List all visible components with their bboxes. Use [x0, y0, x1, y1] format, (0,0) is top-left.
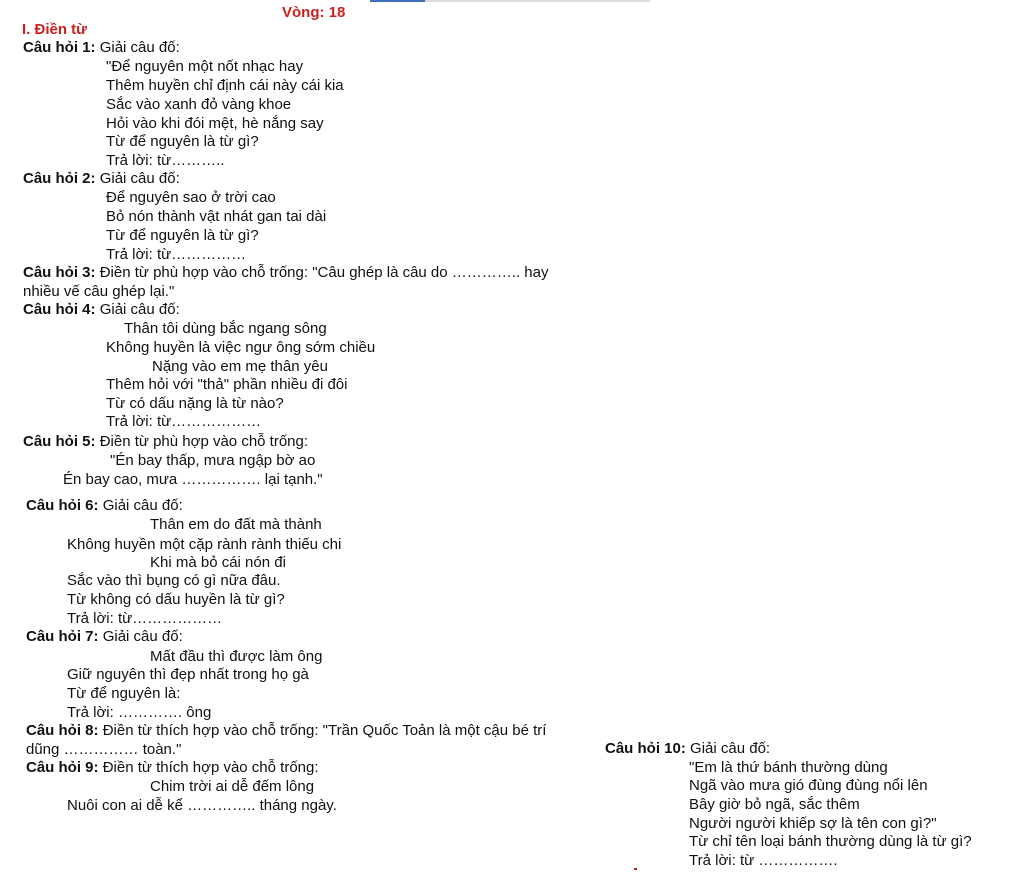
question-prompt: Giải câu đố:: [102, 497, 183, 514]
question-line: Khi mà bỏ cái nón đi: [150, 554, 286, 571]
question-6-heading: [26, 497, 183, 515]
question-8-heading: [26, 722, 546, 740]
question-line: "Em là thứ bánh thường dùng: [689, 759, 888, 776]
question-prompt: Giải câu đố:: [690, 740, 771, 757]
stray-mark: [634, 868, 637, 870]
question-5-heading: [23, 433, 308, 451]
question-label: Câu hỏi 4:: [23, 301, 96, 318]
question-label: Câu hỏi 2:: [23, 170, 96, 187]
question-prompt: Điền từ phù hợp vào chỗ trống:: [99, 433, 309, 450]
answer-line: Trả lời: từ……………: [106, 246, 247, 263]
question-prompt: Giải câu đố:: [99, 301, 180, 318]
top-bar-rule: [425, 0, 650, 2]
question-line: Không huyền một cặp rành rành thiếu chi: [67, 536, 342, 553]
answer-line: Trả lời: từ………………: [67, 610, 223, 627]
section-title: I. Điền từ: [22, 21, 88, 38]
question-prompt: Điền từ phù hợp vào chỗ trống: "Câu ghép là câu do ………….. hay: [99, 264, 549, 281]
question-line: Hỏi vào khi đói mệt, hè nắng say: [106, 115, 324, 132]
question-line: Thêm hỏi với "thả" phần nhiều đi đôi: [106, 376, 348, 393]
question-label: Câu hỏi 10:: [605, 740, 686, 757]
question-line: "Én bay thấp, mưa ngập bờ ao: [110, 452, 316, 469]
question-9-heading: [26, 759, 319, 777]
question-line: Mất đầu thì được làm ông: [150, 648, 323, 665]
question-prompt: Giải câu đố:: [102, 628, 183, 645]
question-label: Câu hỏi 3:: [23, 264, 96, 281]
question-line: Không huyền là việc ngư ông sớm chiều: [106, 339, 376, 356]
question-line: Từ chỉ tên loại bánh thường dùng là từ gì?: [689, 833, 972, 850]
question-prompt: Giải câu đố:: [99, 39, 180, 56]
question-label: Câu hỏi 1:: [23, 39, 96, 56]
answer-line: Trả lời: từ …………….: [689, 852, 838, 869]
question-line: Người người khiếp sợ là tên con gì?": [689, 815, 937, 832]
question-3-heading: [23, 264, 548, 282]
question-line: Giữ nguyên thì đẹp nhất trong họ gà: [67, 666, 309, 683]
question-line: Nuôi con ai dễ kể ………….. tháng ngày.: [67, 797, 337, 814]
question-line: "Để nguyên một nốt nhạc hay: [106, 58, 304, 75]
answer-line: Trả lời: …………. ông: [67, 704, 212, 721]
question-4-heading: [23, 301, 180, 319]
question-line: Én bay cao, mưa ……………. lại tạnh.": [63, 471, 323, 488]
question-prompt: Điền từ thích hợp vào chỗ trống:: [102, 759, 319, 776]
question-1-heading: [23, 39, 180, 57]
question-line: Chim trời ai dễ đếm lông: [150, 778, 315, 795]
question-line: Thân tôi dùng bắc ngang sông: [124, 320, 327, 337]
question-label: Câu hỏi 6:: [26, 497, 99, 514]
question-prompt: Điền từ thích hợp vào chỗ trống: "Trần Quốc Toản là một cậu bé trí: [102, 722, 547, 739]
question-line: Nặng vào em mẹ thân yêu: [152, 358, 328, 375]
question-label: Câu hỏi 5:: [23, 433, 96, 450]
question-line: Từ để nguyên là từ gì?: [106, 227, 259, 244]
question-line: Bỏ nón thành vật nhát gan tai dài: [106, 208, 327, 225]
question-line: Từ có dấu nặng là từ nào?: [106, 395, 284, 412]
answer-line: Trả lời: từ………..: [106, 152, 225, 169]
answer-line: Trả lời: từ………………: [106, 413, 262, 430]
question-label: Câu hỏi 9:: [26, 759, 99, 776]
question-line: Thêm huyền chỉ định cái này cái kia: [106, 77, 344, 94]
question-line: dũng …………… toàn.": [26, 741, 182, 758]
question-line: Để nguyên sao ở trời cao: [106, 189, 276, 206]
question-label: Câu hỏi 8:: [26, 722, 99, 739]
question-line: Ngã vào mưa gió đùng đùng nổi lên: [689, 777, 928, 794]
question-label: Câu hỏi 7:: [26, 628, 99, 645]
top-bar-accent: [370, 0, 425, 2]
question-2-heading: [23, 170, 180, 188]
question-line: Từ để nguyên là từ gì?: [106, 133, 259, 150]
question-10-heading: [605, 740, 770, 758]
question-prompt: Giải câu đố:: [99, 170, 180, 187]
question-7-heading: [26, 628, 183, 646]
round-title: Vòng: 18: [282, 4, 346, 21]
question-line: Bây giờ bỏ ngã, sắc thêm: [689, 796, 860, 813]
question-line: nhiều vế câu ghép lại.": [23, 283, 175, 300]
question-line: Từ để nguyên là:: [67, 685, 181, 702]
question-line: Từ không có dấu huyền là từ gì?: [67, 591, 285, 608]
question-line: Thân em do đất mà thành: [150, 516, 322, 533]
question-line: Sắc vào thì bụng có gì nữa đâu.: [67, 572, 281, 589]
question-line: Sắc vào xanh đỏ vàng khoe: [106, 96, 292, 113]
